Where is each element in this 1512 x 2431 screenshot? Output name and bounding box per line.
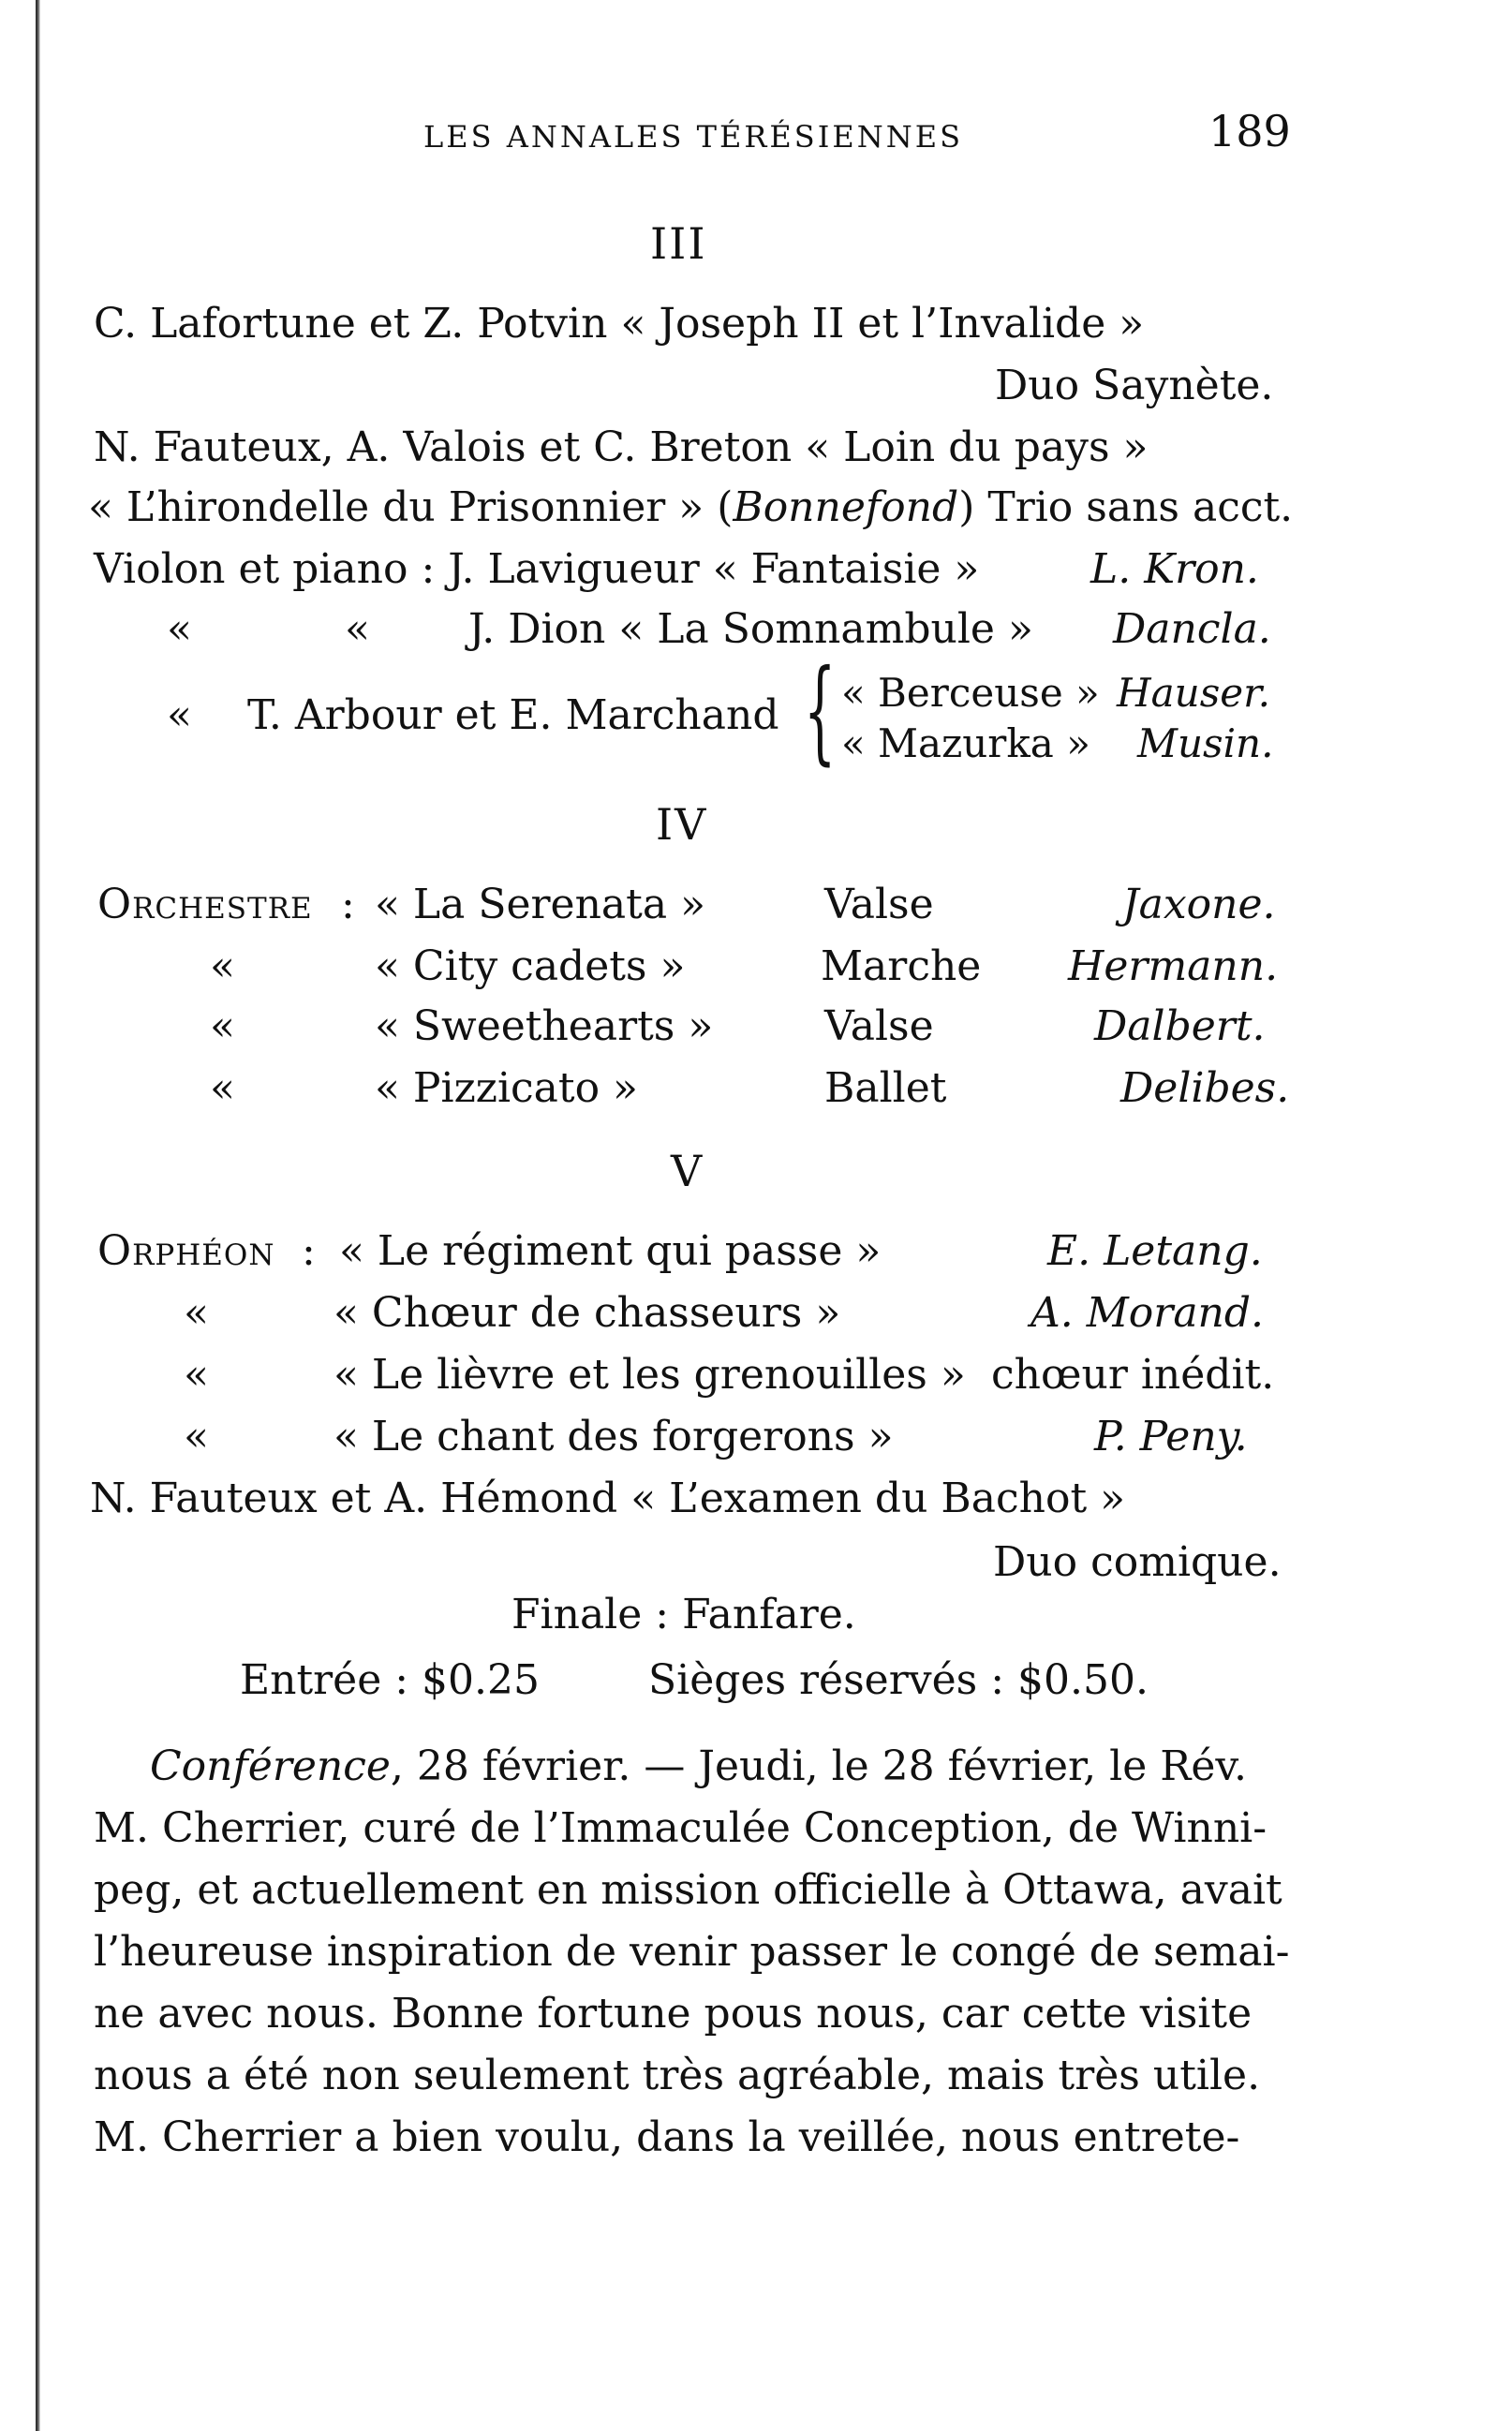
orchestre-colon: :: [341, 881, 355, 928]
ditto-mark: «: [210, 1064, 235, 1112]
orchestre-composer: Delibes.: [1120, 1064, 1290, 1112]
ditto-mark: «: [167, 605, 192, 653]
orchestre-title: « Pizzicato »: [375, 1064, 638, 1112]
orpheon-title: « Le chant des forgerons »: [334, 1413, 894, 1460]
conference-line-2: M. Cherrier, curé de l’Immaculée Conception, de Winni-: [94, 1804, 1267, 1852]
orpheon-colon: :: [302, 1227, 316, 1275]
conference-title: Conférence: [150, 1742, 391, 1790]
orpheon-composer: chœur inédit.: [991, 1351, 1275, 1399]
orchestre-title: « Sweethearts »: [375, 1002, 714, 1050]
orpheon-title: « Le régiment qui passe »: [339, 1227, 882, 1275]
conference-line-3: peg, et actuellement en mission officielle à Ottawa, avait: [94, 1866, 1282, 1914]
orpheon-composer: P. Peny.: [1094, 1413, 1248, 1460]
hirondelle-trio: ) Trio sans acct.: [958, 483, 1294, 531]
orchestre-composer: Dalbert.: [1094, 1002, 1266, 1050]
section-numeral-iii: III: [650, 218, 707, 269]
section-numeral-v: V: [671, 1146, 704, 1196]
program-line-loin-du-pays: N. Fauteux, A. Valois et C. Breton « Loin du pays »: [94, 423, 1149, 471]
orpheon-title: « Le lièvre et les grenouilles »: [334, 1351, 966, 1399]
hirondelle-composer: Bonnefond: [733, 483, 959, 531]
program-line-duo-saynete: Duo Saynète.: [995, 362, 1274, 409]
orchestre-title: « La Serenata »: [375, 881, 705, 928]
conference-line-1: [150, 1741, 1247, 1793]
berceuse-composer: Hauser.: [1117, 670, 1270, 716]
entree-price: Entrée : $0.25: [240, 1656, 541, 1704]
program-line-hirondelle: [88, 482, 1293, 534]
conference-line-7: M. Cherrier a bien voulu, dans la veillée, nous entrete-: [94, 2113, 1240, 2161]
ditto-mark: «: [210, 1002, 235, 1050]
sieges-price: Sièges réservés : $0.50.: [648, 1656, 1149, 1704]
orpheon-label: Orphéon: [97, 1227, 275, 1275]
program-line-somnambule: J. Dion « La Somnambule »: [468, 605, 1033, 653]
section-numeral-iv: IV: [656, 799, 708, 850]
orchestre-composer: Jaxone.: [1122, 881, 1276, 928]
ditto-mark: «: [184, 1351, 209, 1399]
conference-line-5: ne avec nous. Bonne fortune pous nous, car cette visite: [94, 1990, 1253, 2038]
running-title: LES ANNALES TÉRÉSIENNES: [423, 119, 963, 155]
ditto-mark: «: [167, 691, 192, 739]
ditto-mark: «: [184, 1413, 209, 1460]
conference-line-4: l’heureuse inspiration de venir passer le congé de semai-: [94, 1928, 1290, 1976]
orchestre-genre: Marche: [821, 942, 982, 990]
mazurka-composer: Musin.: [1137, 720, 1274, 766]
hirondelle-title: « L’hirondelle du Prisonnier » (: [88, 483, 734, 531]
page-number: 189: [1208, 106, 1291, 156]
orpheon-composer: E. Letang.: [1047, 1227, 1263, 1275]
finale-line: Finale : Fanfare.: [511, 1591, 856, 1638]
orchestre-genre: Valse: [824, 881, 934, 928]
program-line-joseph: C. Lafortune et Z. Potvin « Joseph II et l’Invalide »: [94, 300, 1145, 348]
somnambule-composer: Dancla.: [1113, 605, 1271, 653]
orchestre-composer: Hermann.: [1068, 942, 1279, 990]
orpheon-title: « Chœur de chasseurs »: [334, 1289, 841, 1337]
fantaisie-composer: L. Kron.: [1090, 545, 1259, 593]
orchestre-genre: Valse: [824, 1002, 934, 1050]
program-line-arbour-marchand: T. Arbour et E. Marchand: [247, 691, 779, 739]
ditto-mark: «: [345, 605, 370, 653]
orpheon-composer: A. Morand.: [1030, 1289, 1265, 1337]
orchestre-label: Orchestre: [97, 881, 313, 928]
orchestre-genre: Ballet: [824, 1064, 947, 1112]
conference-line-1-text: , 28 février. — Jeudi, le 28 février, le Rév.: [390, 1742, 1248, 1790]
ditto-mark: «: [184, 1289, 209, 1337]
berceuse-title: « Berceuse »: [841, 670, 1100, 716]
ditto-mark: «: [210, 942, 235, 990]
conference-line-6: nous a été non seulement très agréable, mais très utile.: [94, 2052, 1261, 2099]
program-line-fantaisie: Violon et piano : J. Lavigueur « Fantaisie »: [94, 545, 980, 593]
curly-brace: {: [804, 646, 837, 777]
program-line-examen-bachot: N. Fauteux et A. Hémond « L’examen du Bachot »: [90, 1475, 1126, 1522]
duo-comique-label: Duo comique.: [993, 1538, 1282, 1586]
mazurka-title: « Mazurka »: [841, 720, 1090, 766]
orchestre-title: « City cadets »: [375, 942, 686, 990]
